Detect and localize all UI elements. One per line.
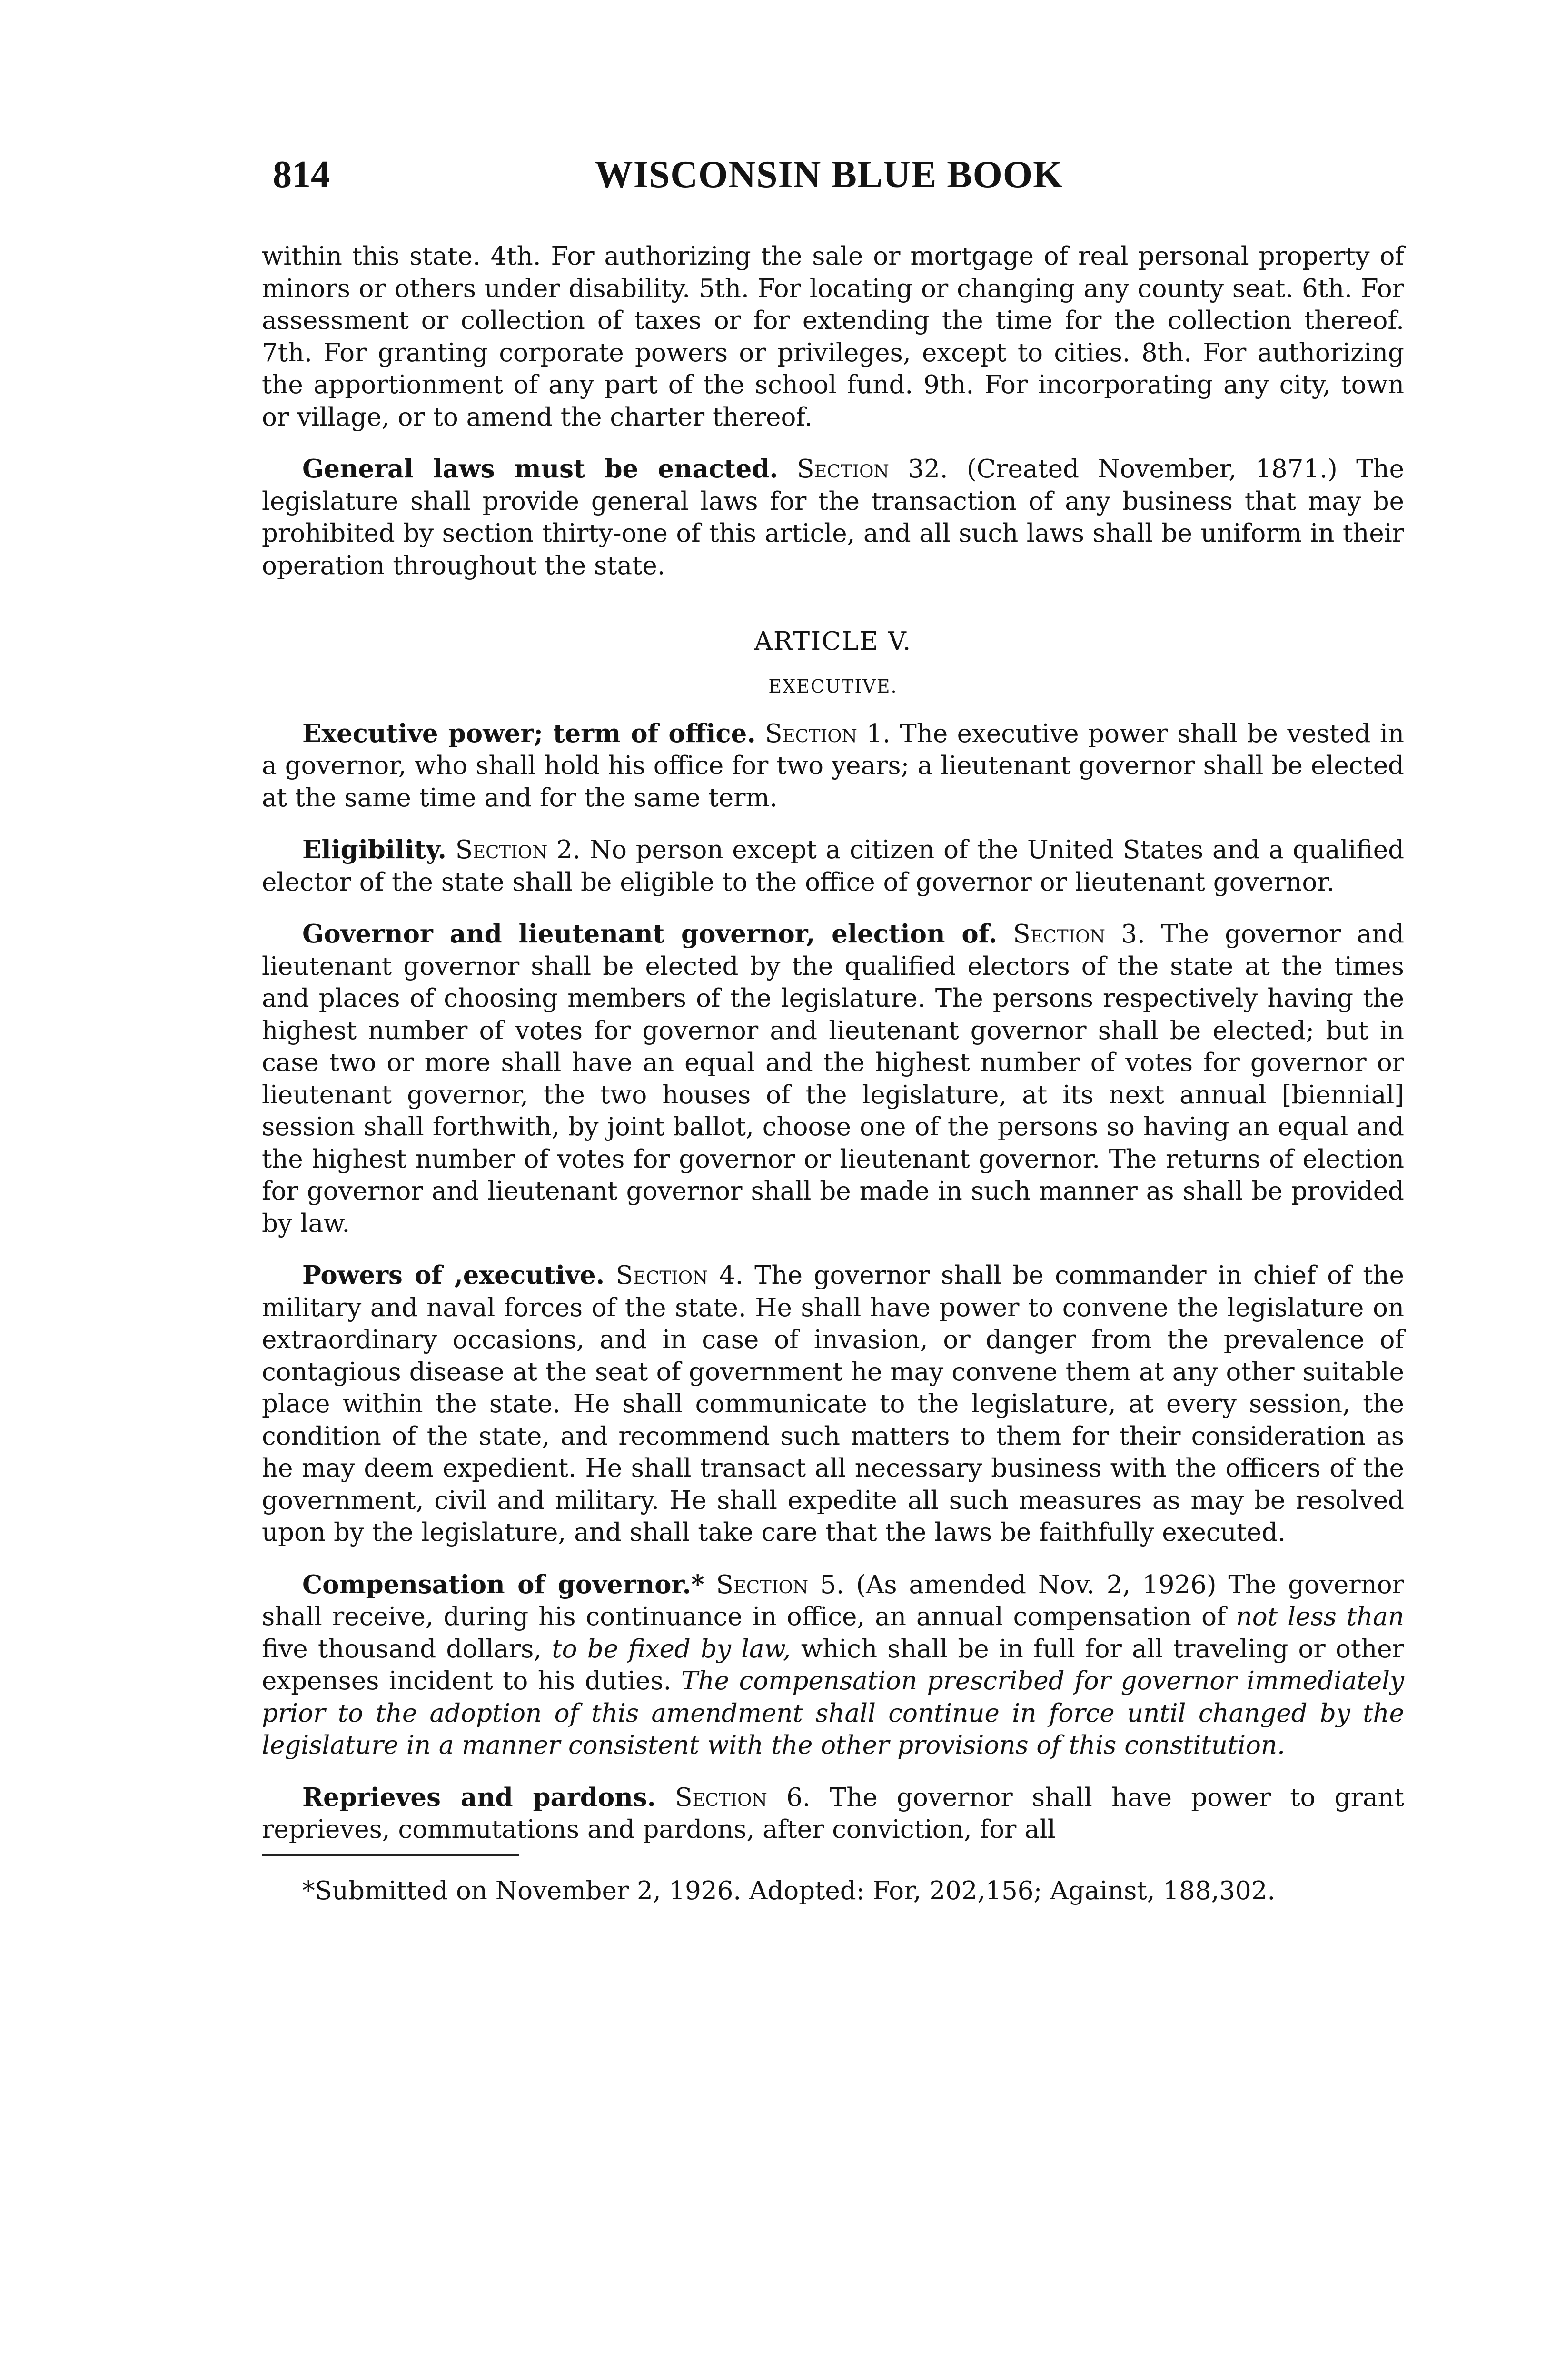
footnote bbox=[262, 1875, 1404, 1907]
running-title: WISCONSIN BLUE BOOK bbox=[595, 154, 1063, 196]
section-6-number: Section 6. bbox=[675, 1783, 811, 1812]
section-32-heading: General laws must be enacted. bbox=[302, 454, 778, 484]
section-4-text: The governor shall be commander in chief of the military and naval forces of the state. He shall have power to convene the legislature on extraordinary occasions, and in case of invasion, or danger from the prevalence of contagious disease at the seat of government he may convene them at any other suitable place within the state. He shall communicate to the legislature, at every session, the condition of the state, and recommend such matters to them for their consideration as he may deem expedient. He shall transact all necessary business with the officers of the government, civil and military. He shall expedite all such measures as may be resolved upon by the legislature, and shall take care that the laws be faithfully executed. bbox=[262, 1261, 1405, 1547]
page-number: 814 bbox=[273, 154, 330, 196]
section-2-heading: Eligibility. bbox=[302, 835, 446, 864]
section-4-heading: Powers of ,executive. bbox=[302, 1260, 605, 1290]
continuation-paragraph: within this state. 4th. For authorizing the sale or mortgage of real personal property of minors or others under disability. 5th. For locating or changing any county seat. 6th. For assessment or collection of taxes or for extending the time for the collection thereof. 7th. For granting corporate powers or privileges, except to cities. 8th. For authorizing the apportionment of any part of the school fund. 9th. For incorporating any city, town or village, or to amend the charter thereof. bbox=[262, 242, 1404, 432]
section-4-paragraph bbox=[262, 1259, 1404, 1549]
section-3-paragraph bbox=[262, 918, 1404, 1240]
section-5-number: Section 5. bbox=[716, 1570, 844, 1599]
section-1-heading: Executive power; term of office. bbox=[302, 718, 756, 748]
section-32-text: (Created November, 1871.) The legislature shall provide general laws for the transaction of any business that may be prohibited by section thirty-one of this article, and all such laws shall be uniform in their operation throughout the state. bbox=[262, 455, 1404, 580]
section-6-heading: Reprieves and pardons. bbox=[302, 1782, 656, 1812]
article-title: ARTICLE V. bbox=[754, 627, 912, 656]
section-1-paragraph bbox=[262, 718, 1404, 814]
section-5-italic-1: not less than bbox=[1236, 1602, 1404, 1631]
section-3-text: The governor and lieutenant governor shall be elected by the qualified electors of the state at the times and places of choosing members of the legislature. The persons respectively having the highest number of votes for governor and lieutenant governor shall be elected; but in case two or more shall have an equal and the highest number of votes for governor or lieutenant governor, the two houses of the legislature, at its next annual [biennial] session shall forthwith, by joint ballot, choose one of the persons so having an equal and the highest number of votes for governor or lieutenant governor. The returns of election for governor and lieutenant governor shall be made in such manner as shall be provided by law. bbox=[262, 920, 1405, 1238]
page-body bbox=[262, 240, 1404, 1907]
section-1-text: The executive power shall be vested in a governor, who shall hold his office for two years; a lieutenant governor shall be elected at the same time and for the same term. bbox=[262, 719, 1404, 813]
footnote-text: *Submitted on November 2, 1926. Adopted: For, 202,156; Against, 188,302. bbox=[302, 1876, 1276, 1905]
section-4-number: Section 4. bbox=[615, 1261, 743, 1290]
section-5-text-3: which shall be in full for all traveling or other expenses incident to his duties. bbox=[262, 1634, 1404, 1696]
section-32-number: Section 32. bbox=[797, 455, 948, 484]
page-header bbox=[273, 149, 1385, 201]
section-6-text: The governor shall have power to grant reprieves, commutations and pardons, after conviction, for all bbox=[262, 1783, 1404, 1844]
article-subtitle: EXECUTIVE. bbox=[768, 675, 898, 697]
footnote-divider bbox=[262, 1854, 519, 1856]
section-32-paragraph bbox=[262, 453, 1404, 582]
section-2-text: No person except a citizen of the United States and a qualified elector of the state shall be eligible to the office of governor or lieutenant governor. bbox=[262, 835, 1404, 897]
section-5-italic-2: to be fixed by law, bbox=[552, 1634, 791, 1664]
section-2-paragraph bbox=[262, 834, 1404, 898]
section-3-number: Section 3. bbox=[1013, 920, 1145, 949]
section-5-heading: Compensation of governor.* bbox=[302, 1569, 704, 1599]
section-5-paragraph bbox=[262, 1569, 1404, 1762]
section-2-number: Section 2. bbox=[455, 835, 581, 864]
section-6-paragraph bbox=[262, 1782, 1404, 1846]
section-5-text-1: (As amended Nov. 2, 1926) The governor shall receive, during his continuance in office, an annual compensation of bbox=[262, 1570, 1404, 1631]
section-1-number: Section 1. bbox=[765, 719, 891, 748]
section-5-italic-3: The compensation prescribed for governor immediately prior to the adoption of this amendment shall continue in force until changed by the legislature in a manner consistent with the other provisions of this constitution. bbox=[262, 1666, 1404, 1760]
section-3-heading: Governor and lieutenant governor, election of. bbox=[302, 919, 998, 949]
section-5-text-2: five thousand dollars, bbox=[262, 1634, 542, 1664]
